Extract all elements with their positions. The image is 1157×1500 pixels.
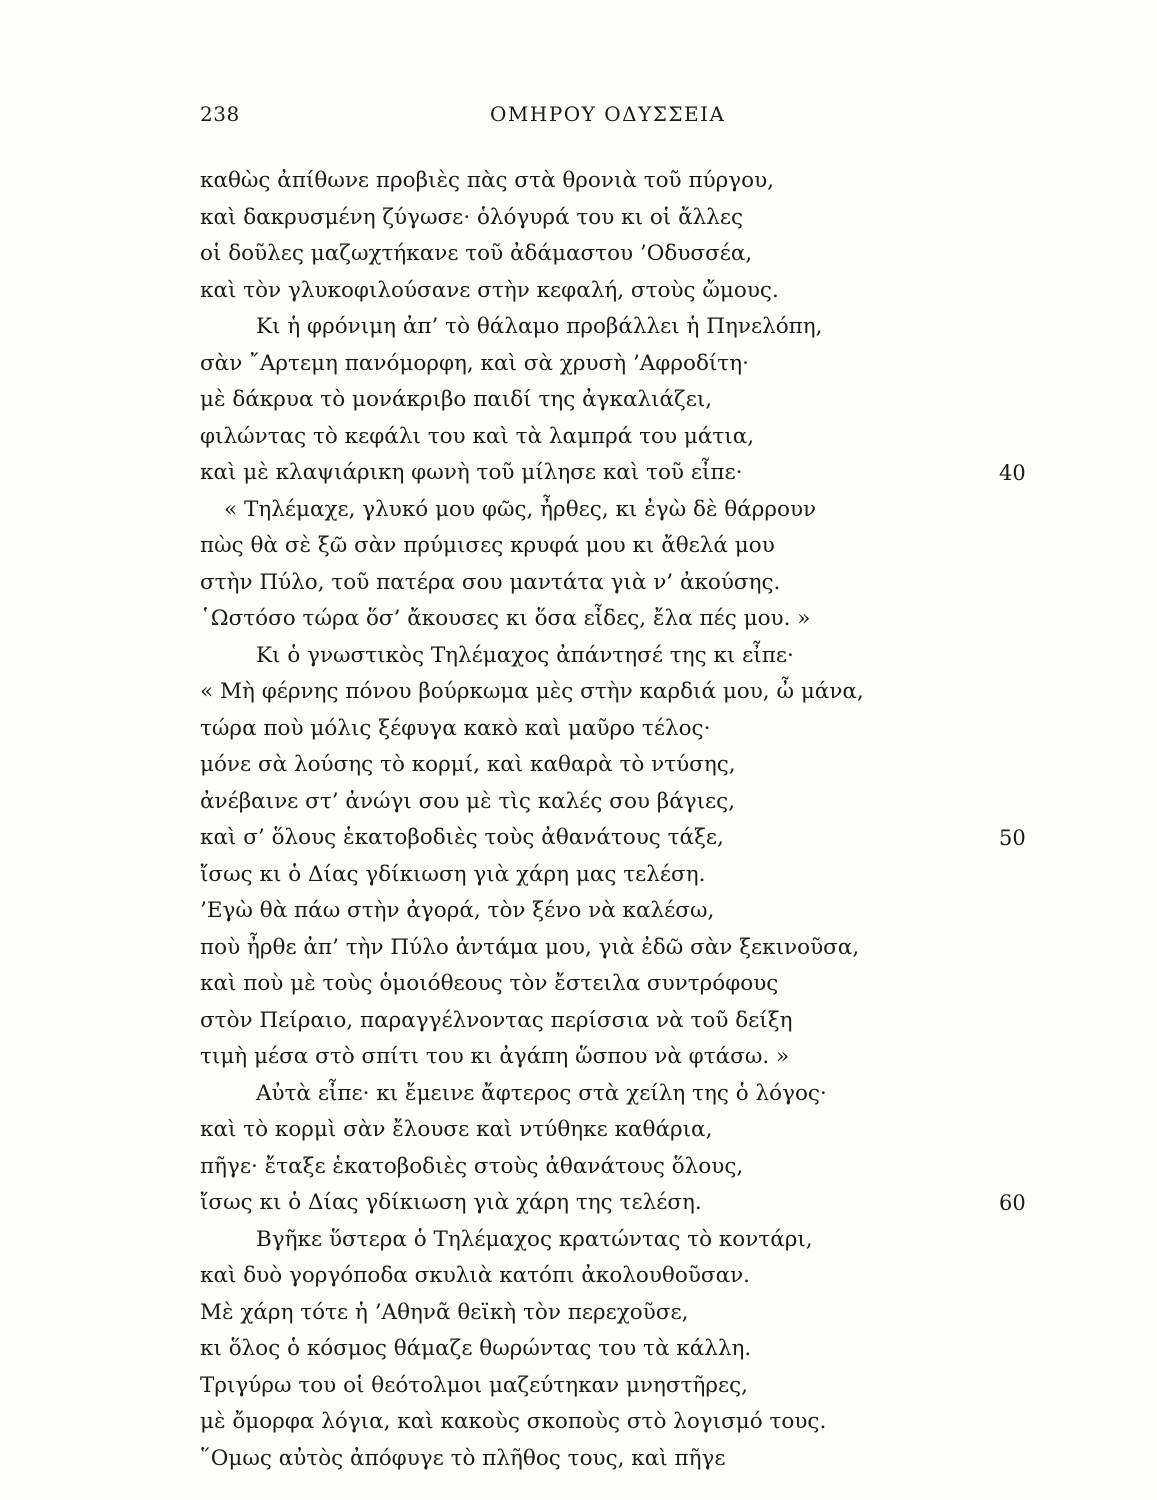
line-number: 50	[999, 826, 1026, 850]
verse-line	[200, 1258, 960, 1295]
verse-text: Αὐτὰ εἶπε· κι ἔμεινε ἄφτερος στὰ χείλη της ὁ λόγος·	[256, 1080, 827, 1106]
verse-line	[200, 1295, 960, 1332]
verse-line	[200, 1368, 960, 1405]
verse-text: Κι ἡ φρόνιμη ἀπ’ τὸ θάλαμο προβάλλει ἡ Πηνελόπη,	[256, 314, 823, 339]
verse-line	[200, 674, 960, 711]
running-title: ΟΜΗΡΟΥ ΟΔΥΣΣΕΙΑ	[490, 102, 726, 126]
verse-line	[200, 893, 960, 930]
verse-text: καὶ τὸ κορμὶ σὰν ἔλουσε καὶ ντύθηκε καθάρια,	[200, 1117, 713, 1142]
verse-text: ’Εγὼ θὰ πάω στὴν ἀγορά, τὸν ξένο νὰ καλέσω,	[200, 898, 715, 923]
verse-line	[200, 200, 960, 237]
verse-text: Βγῆκε ὕστερα ὁ Τηλέμαχος κρατώντας τὸ κοντάρι,	[256, 1226, 813, 1252]
running-header	[0, 100, 1157, 136]
verse-text: « Μὴ φέρνης πόνου βούρκωμα μὲς στὴν καρδιά μου, ὦ μάνα,	[200, 679, 864, 704]
verse-line	[200, 820, 1026, 857]
verse-line	[200, 1149, 960, 1186]
verse-text: πῆγε· ἔταξε ἑκατοβοδιὲς στοὺς ἀθανάτους ὅλους,	[200, 1153, 744, 1179]
verse-text: καθὼς ἀπίθωνε προβιὲς πὰς στὰ θρονιὰ τοῦ πύργου,	[200, 168, 775, 193]
verse-line	[200, 1222, 960, 1259]
verse-line	[200, 1003, 960, 1040]
verse-text: ἴσως κι ὁ Δίας γδίκιωση γιὰ χάρη της τελέση.	[200, 1190, 702, 1215]
line-number: 60	[999, 1191, 1026, 1215]
verse-line	[200, 1076, 960, 1113]
verse-text: καὶ σ’ ὅλους ἑκατοβοδιὲς τοὺς ἀθανάτους τάξε,	[200, 825, 724, 850]
verse-line	[200, 1112, 960, 1149]
verse-line	[200, 966, 960, 1003]
verse-text: Κι ὁ γνωστικὸς Τηλέμαχος ἀπάντησέ της κι εἶπε·	[256, 642, 794, 668]
verse-line	[200, 1185, 1026, 1222]
verse-line	[200, 273, 960, 310]
verse-text: ἀνέβαινε στ’ ἀνώγι σου μὲ τὶς καλές σου βάγιες,	[200, 788, 736, 814]
page-number: 238	[200, 102, 240, 126]
verse-text: στὸν Πείραιο, παραγγέλνοντας περίσσια νὰ τοῦ δείξη	[200, 1007, 793, 1033]
verse-text: καὶ δυὸ γοργόποδα σκυλιὰ κατόπι ἀκολουθοῦσαν.	[200, 1263, 750, 1288]
verse-line	[200, 747, 960, 784]
verse-text: ἴσως κι ὁ Δίας γδίκιωση γιὰ χάρη μας τελέση.	[200, 861, 706, 887]
verse-line	[200, 857, 960, 894]
verse-line	[200, 1441, 960, 1478]
verse-line	[200, 711, 960, 748]
verse-line	[200, 565, 960, 602]
verse-line	[200, 309, 960, 346]
verse-text: μόνε σὰ λούσης τὸ κορμί, καὶ καθαρὰ τὸ ντύσης,	[200, 752, 736, 777]
verse-line	[200, 346, 960, 383]
verse-text: καὶ μὲ κλαψιάρικη φωνὴ τοῦ μίλησε καὶ τοῦ εἶπε·	[200, 460, 743, 485]
verse-text: μὲ ὄμορφα λόγια, καὶ κακοὺς σκοποὺς στὸ λογισμό τους.	[200, 1409, 827, 1434]
verse-text: καὶ ποὺ μὲ τοὺς ὁμοιόθεους τὸν ἔστειλα συντρόφους	[200, 971, 779, 996]
verse-line	[200, 236, 960, 273]
verse-text: « Τηλέμαχε, γλυκό μου φῶς, ἦρθες, κι ἐγὼ δὲ θάρρουν	[224, 496, 817, 522]
verse-line	[200, 163, 960, 200]
verse-line	[200, 1404, 960, 1441]
verse-text: μὲ δάκρυα τὸ μονάκριβο παιδί της ἀγκαλιάζει,	[200, 387, 713, 412]
verse-line	[200, 382, 960, 419]
verse-text: πὼς θὰ σὲ ξῶ σὰν πρύμισες κρυφά μου κι ἄθελά μου	[200, 533, 775, 558]
verse-text: τώρα ποὺ μόλις ξέφυγα κακὸ καὶ μαῦρο τέλος·	[200, 715, 711, 741]
verse-text: καὶ δακρυσμένη ζύγωσε· ὁλόγυρά του κι οἱ ἄλλες	[200, 204, 744, 230]
verse-text: οἱ δοῦλες μαζωχτήκανε τοῦ ἀδάμαστου ’Οδυσσέα,	[200, 241, 753, 266]
verse-line	[200, 638, 960, 675]
verse-text: κι ὅλος ὁ κόσμος θάμαζε θωρώντας του τὰ κάλλη.	[200, 1336, 752, 1361]
verse-text: ῾Ωστόσο τώρα ὅσ’ ἄκουσες κι ὅσα εἶδες, ἔλα πές μου. »	[200, 606, 811, 631]
verse-line	[200, 930, 960, 967]
verse-line	[200, 528, 960, 565]
verse-line	[200, 784, 960, 821]
verse-text: Τριγύρω του οἱ θεότολμοι μαζεύτηκαν μνηστῆρες,	[200, 1372, 748, 1398]
line-number: 40	[999, 461, 1026, 485]
verse-text: στὴν Πύλο, τοῦ πατέρα σου μαντάτα γιὰ ν’ ἀκούσης.	[200, 569, 781, 595]
verse-line	[200, 1331, 960, 1368]
verse-text: καὶ τὸν γλυκοφιλούσανε στὴν κεφαλή, στοὺς ὤμους.	[200, 277, 779, 303]
verse-line	[200, 419, 960, 456]
poem-text-block	[200, 163, 1026, 1477]
verse-text: τιμὴ μέσα στὸ σπίτι του κι ἀγάπη ὥσπου νὰ φτάσω. »	[200, 1044, 790, 1069]
verse-text: ῞Ομως αὐτὸς ἀπόφυγε τὸ πλῆθος τους, καὶ πῆγε	[200, 1445, 726, 1471]
verse-text: φιλώντας τὸ κεφάλι του καὶ τὰ λαμπρά του μάτια,	[200, 423, 755, 449]
verse-text: ποὺ ἦρθε ἀπ’ τὴν Πύλο ἀντάμα μου, γιὰ ἐδῶ σὰν ξεκινοῦσα,	[200, 934, 860, 960]
verse-line	[200, 455, 1026, 492]
verse-line	[200, 492, 960, 529]
verse-text: Μὲ χάρη τότε ἡ ’Αθηνᾶ θεϊκὴ τὸν περεχοῦσε,	[200, 1299, 689, 1325]
verse-line	[200, 601, 960, 638]
verse-text: σὰν ῎Αρτεμη πανόμορφη, καὶ σὰ χρυσὴ ’Αφροδίτη·	[200, 350, 749, 376]
verse-line	[200, 1039, 960, 1076]
